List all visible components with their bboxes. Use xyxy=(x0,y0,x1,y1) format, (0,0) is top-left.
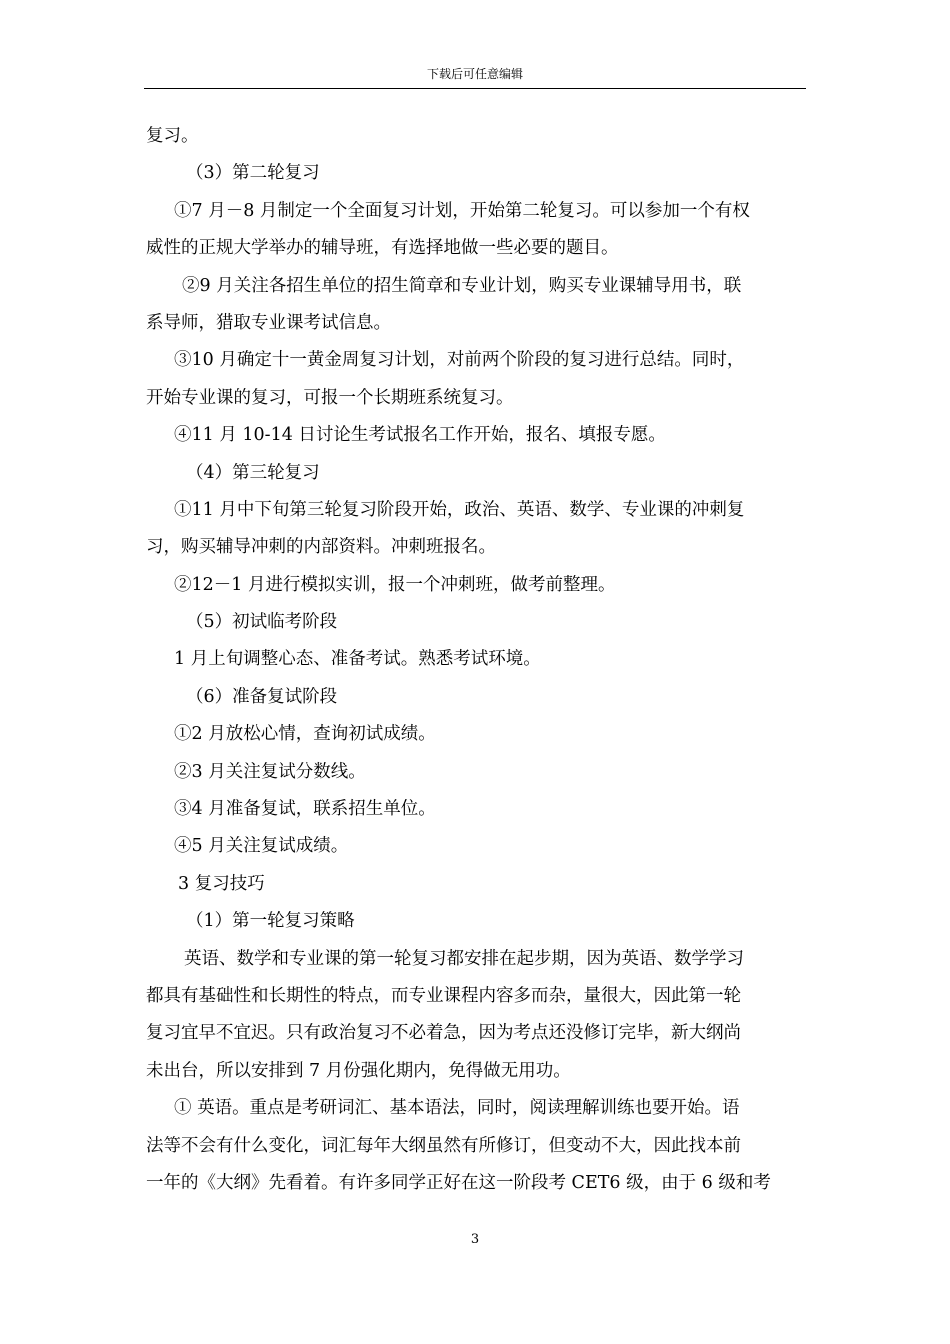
text-line: 系导师，猎取专业课考试信息。 xyxy=(146,312,391,333)
text-line: 开始专业课的复习，可报一个长期班系统复习。 xyxy=(146,387,514,408)
text-line: ①2 月放松心情，查询初试成绩。 xyxy=(174,724,436,745)
section-heading: 3 复习技巧 xyxy=(178,873,265,894)
text-line: 复习。 xyxy=(146,126,199,146)
text-line: ① 英语。重点是考研词汇、基本语法，同时，阅读理解训练也要开始。语 xyxy=(174,1098,740,1119)
text-line: ②12－1 月进行模拟实训，报一个冲刺班，做考前整理。 xyxy=(174,574,616,595)
header-divider xyxy=(144,88,806,89)
document-body xyxy=(146,118,806,1202)
text-line: 复习宜早不宜迟。只有政治复习不必着急，因为考点还没修订完毕，新大纲尚 xyxy=(146,1023,741,1044)
text-line: ④5 月关注复试成绩。 xyxy=(174,836,349,857)
text-line: 法等不会有什么变化，词汇每年大纲虽然有所修订，但变动不大，因此找本前 xyxy=(146,1135,741,1156)
text-line: ②3 月关注复试分数线。 xyxy=(174,761,366,782)
text-line: ③4 月准备复试，联系招生单位。 xyxy=(174,799,436,820)
section-heading: （6）准备复试阶段 xyxy=(186,686,338,707)
page-number: 3 xyxy=(470,1232,480,1247)
text-line: ④11 月 10-14 日讨论生考试报名工作开始，报名、填报专愿。 xyxy=(174,425,666,446)
text-line: 威性的正规大学举办的辅导班，有选择地做一些必要的题目。 xyxy=(146,238,619,259)
text-line: ②9 月关注各招生单位的招生简章和专业计划，购买专业课辅导用书，联 xyxy=(182,275,742,296)
text-line: ①7 月－8 月制定一个全面复习计划，开始第二轮复习。可以参加一个有权 xyxy=(174,200,750,221)
section-heading: （1）第一轮复习策略 xyxy=(186,911,355,932)
text-line: 习，购买辅导冲刺的内部资料。冲刺班报名。 xyxy=(146,537,496,558)
text-line: 未出台，所以安排到 7 月份强化期内，免得做无用功。 xyxy=(146,1060,571,1081)
text-line: 一年的《大纲》先看着。有许多同学正好在这一阶段考 CET6 级，由于 6 级和考 xyxy=(146,1172,771,1193)
page-header: 下载后可任意编辑 xyxy=(426,67,523,81)
section-heading: （5）初试临考阶段 xyxy=(186,612,338,633)
text-line: 1 月上旬调整心态、准备考试。熟悉考试环境。 xyxy=(174,649,541,670)
text-line: ③10 月确定十一黄金周复习计划，对前两个阶段的复习进行总结。同时， xyxy=(174,350,745,371)
text-line: 英语、数学和专业课的第一轮复习都安排在起步期，因为英语、数学学习 xyxy=(184,948,744,969)
section-heading: （4）第三轮复习 xyxy=(186,462,320,483)
section-heading: （3）第二轮复习 xyxy=(186,163,320,184)
text-line: 都具有基础性和长期性的特点，而专业课程内容多而杂，量很大，因此第一轮 xyxy=(146,985,741,1006)
text-line: ①11 月中下旬第三轮复习阶段开始，政治、英语、数学、专业课的冲刺复 xyxy=(174,499,745,520)
